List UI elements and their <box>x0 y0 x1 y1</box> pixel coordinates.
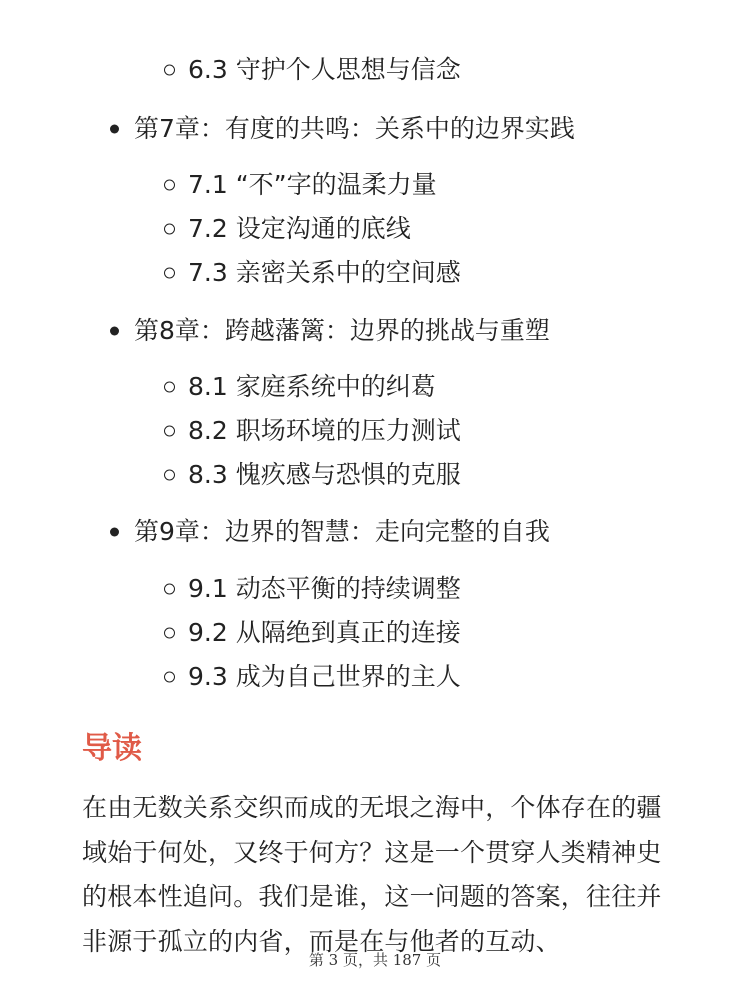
toc-item-label: 第7章：有度的共鸣：关系中的边界实践 <box>134 114 575 143</box>
filled-bullet-icon <box>110 327 119 336</box>
hollow-bullet-icon <box>164 470 175 481</box>
toc-subsection-7-3 <box>188 256 461 290</box>
toc-item-label: 8.3 愧疚感与恐惧的克服 <box>188 460 461 489</box>
toc-item-label: 第9章：边界的智慧：走向完整的自我 <box>134 517 550 546</box>
hollow-bullet-icon <box>164 180 175 191</box>
toc-item-label: 9.1 动态平衡的持续调整 <box>188 574 461 603</box>
toc-item-label: 7.2 设定沟通的底线 <box>188 214 411 243</box>
toc-item-label: 6.3 守护个人思想与信念 <box>188 55 461 84</box>
hollow-bullet-icon <box>164 584 175 595</box>
filled-bullet-icon <box>110 125 119 134</box>
toc-subsection-7-1 <box>188 168 437 202</box>
toc-subsection-9-2 <box>188 616 461 650</box>
hollow-bullet-icon <box>164 426 175 437</box>
intro-paragraph: 在由无数关系交织而成的无垠之海中，个体存在的疆域始于何处，又终于何方？这是一个贯穿人类精神史的根本性追问。我们是谁，这一问题的答案，往往并非源于孤立的内省，而是在与他者的互动、 <box>82 793 662 956</box>
toc-subsection-8-3 <box>188 458 461 492</box>
filled-bullet-icon <box>110 528 119 537</box>
hollow-bullet-icon <box>164 628 175 639</box>
toc-item-label: 9.3 成为自己世界的主人 <box>188 662 461 691</box>
page-number-footer: 第 3 页，共 187 页 <box>308 951 442 969</box>
toc-subsection-9-3 <box>188 660 461 694</box>
toc-chapter-9 <box>134 515 550 549</box>
hollow-bullet-icon <box>164 224 175 235</box>
toc-subsection-8-2 <box>188 414 461 448</box>
hollow-bullet-icon <box>164 382 175 393</box>
toc-item-label: 7.3 亲密关系中的空间感 <box>188 258 461 287</box>
toc-item-label: 第8章：跨越藩篱：边界的挑战与重塑 <box>134 316 550 345</box>
toc-subsection-8-1 <box>188 370 436 404</box>
toc-item-label: 8.2 职场环境的压力测试 <box>188 416 461 445</box>
toc-subsection-9-1 <box>188 572 461 606</box>
hollow-bullet-icon <box>164 268 175 279</box>
toc-chapter-8 <box>134 314 550 348</box>
toc-subsection-6-3 <box>188 53 461 87</box>
toc-subsection-7-2 <box>188 212 411 246</box>
intro-heading: 导读 <box>82 731 142 766</box>
hollow-bullet-icon <box>164 65 175 76</box>
hollow-bullet-icon <box>164 672 175 683</box>
toc-item-label: 8.1 家庭系统中的纠葛 <box>188 372 436 401</box>
toc-chapter-7 <box>134 112 575 146</box>
toc-item-label: 9.2 从隔绝到真正的连接 <box>188 618 461 647</box>
toc-item-label: 7.1 “不”字的温柔力量 <box>188 170 437 199</box>
